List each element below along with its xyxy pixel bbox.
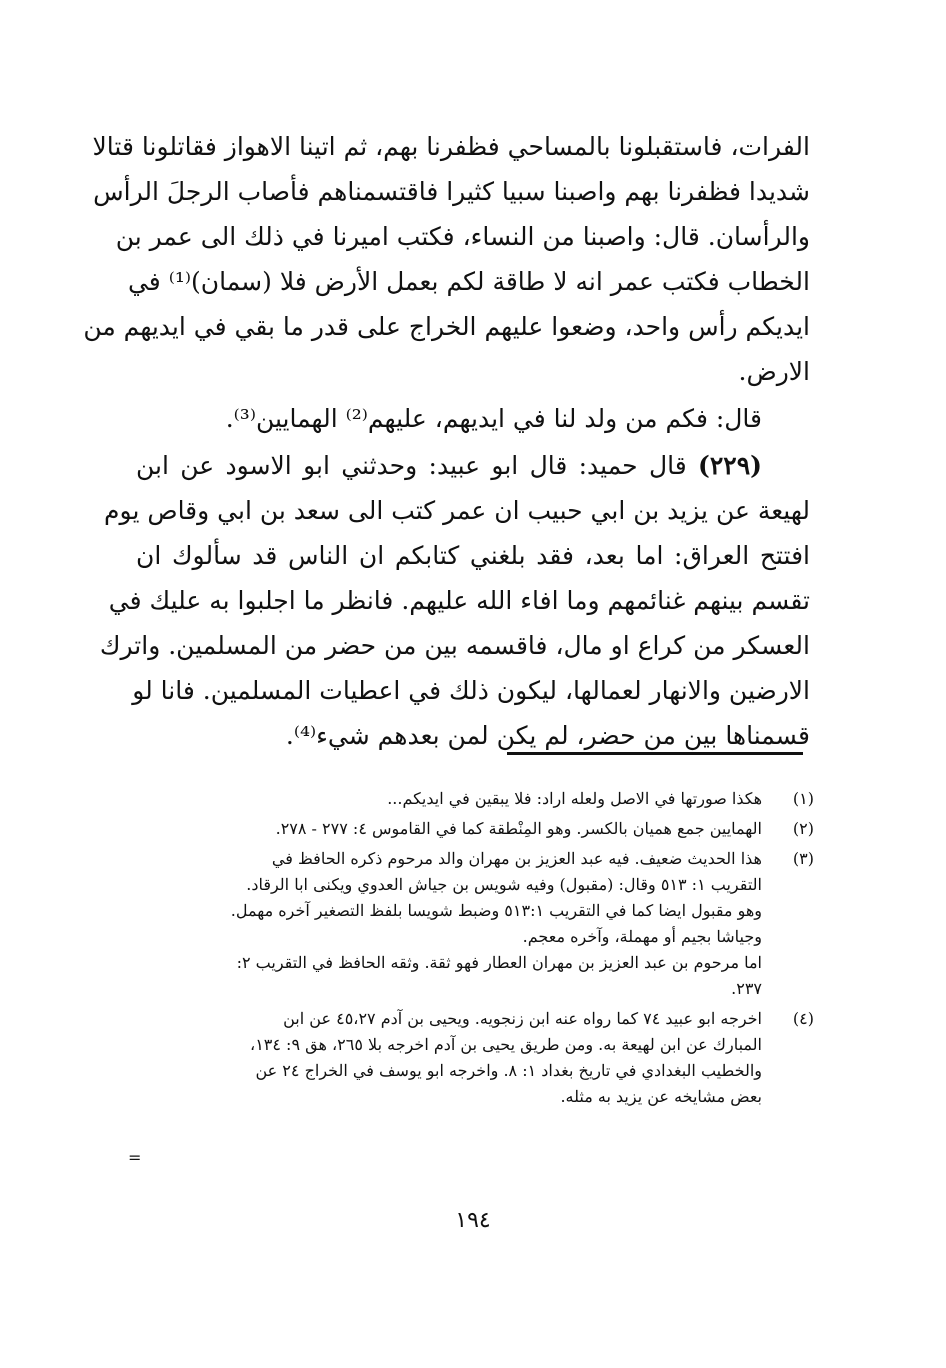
paragraph-2: [136, 396, 810, 441]
footnote-line: وهو مقبول ايضا كما في التقريب ٥١٣:١ وضبط شويسا بلفظ التصغير آخره مهمل.: [230, 901, 762, 920]
text-line: الخطاب فكتب عمر انه لا طاقة لكم بعمل الأرض فلا (سمان)⁽¹⁾ في: [127, 267, 810, 296]
footnote-separator: [507, 752, 803, 755]
footnote-line: ٢٣٧.: [731, 979, 762, 998]
text-line: قال: فكم من ولد لنا في ايديهم، عليهم⁽²⁾ الهمايين⁽³⁾.: [225, 404, 762, 433]
footnote-4: [140, 1006, 814, 1110]
footnote-3: [140, 846, 814, 1002]
text-line: ايديكم رأس واحد، وضعوا عليهم الخراج على قدر ما بقي في ايديهم من: [83, 312, 810, 341]
footnotes: [140, 786, 814, 1114]
paragraph-1: [83, 124, 810, 394]
footnote-number: (٤): [792, 1009, 814, 1028]
text-line: الارضين والانهار لعمالها، ليكون ذلك في اعطيات المسلمين. فانا لو: [132, 676, 810, 705]
text-line: افتتح العراق: اما بعد، فقد بلغني كتابكم ان الناس قد سألوك ان: [136, 541, 810, 570]
text-line: الفرات، فاستقبلونا بالمساحي فظفرنا بهم، ثم اتينا الاهواز فقاتلونا قتالا: [92, 132, 810, 161]
hadith-opening: قال حميد: قال ابو عبيد: وحدثني ابو الاسود عن ابن: [136, 451, 699, 480]
text-line: العسكر من كراع او مال، فاقسمه بين من حضر من المسلمين. واترك: [99, 631, 810, 660]
footnote-body: [140, 816, 762, 842]
footnote-1: [140, 786, 814, 812]
text-line: الارض.: [738, 357, 810, 386]
footnote-line: هذا الحديث ضعيف. فيه عبد العزيز بن مهران والد مرحوم ذكره الحافظ في: [271, 849, 762, 868]
text-line: لهيعة عن يزيد بن ابي حبيب ان عمر كتب الى سعد بن ابي وقاص يوم: [104, 496, 810, 525]
footnote-line: وجياشا بجيم أو مهملة، وآخره معجم.: [522, 927, 762, 946]
text-line: شديدا فظفرنا بهم واصبنا سبيا كثيرا فاقتسمناهم فأصاب الرجلَ الرأس: [93, 177, 810, 206]
footnote-body: [140, 786, 762, 812]
footnote-number: (٢): [792, 819, 814, 838]
footnote-line: الهمايين جمع هميان بالكسر. وهو المِنْطقة كما في القاموس ٤: ٢٧٧ - ٢٧٨.: [275, 819, 762, 838]
footnote-body: [140, 846, 762, 1002]
footnote-line: بعض مشايخه عن يزيد به مثله.: [560, 1087, 762, 1106]
hadith-number: (٢٢٩): [698, 451, 762, 480]
text-line: [136, 443, 810, 488]
footnote-line: اما مرحوم بن عبد العزيز بن مهران العطار فهو ثقة. وثقه الحافظ في التقريب ٢:: [236, 953, 762, 972]
continuation-mark: =: [128, 1148, 142, 1167]
page-number: ١٩٤: [455, 1208, 491, 1233]
footnote-line: والخطيب البغدادي في تاريخ بغداد ١: ٨. واخرجه ابو يوسف في الخراج ٢٤ عن: [255, 1061, 762, 1080]
text-line: تقسم بينهم غنائمهم وما افاء الله عليهم. فانظر ما اجلبوا به عليك في: [108, 586, 810, 615]
footnote-number: (٣): [792, 849, 814, 868]
text-line: قسمناها بين من حضر، لم يكن لمن بعدهم شيء⁽⁴⁾.: [285, 721, 810, 750]
footnote-number: (١): [792, 789, 814, 808]
main-text: [83, 124, 810, 758]
footnote-2: [140, 816, 814, 842]
footnote-line: اخرجه ابو عبيد ٧٤ كما رواه عنه ابن زنجويه. ويحيى بن آدم ٤٥،٢٧ عن ابن: [283, 1009, 762, 1028]
paragraph-229: [99, 443, 810, 758]
text-line: والرأسان. قال: واصبنا من النساء، فكتب اميرنا في ذلك الى عمر بن: [115, 222, 810, 251]
footnote-line: هكذا صورتها في الاصل ولعله اراد: فلا يبقين في ايديكم...: [387, 789, 762, 808]
footnote-line: التقريب ١: ٥١٣ وقال: (مقبول) وفيه شويس بن جياش العدوي ويكنى ابا الرقاد.: [246, 875, 762, 894]
footnote-line: المبارك عن ابن لهيعة به. ومن طريق يحيى بن آدم اخرجه بلا ٢٦٥، هق ٩: ١٣٤،: [250, 1035, 762, 1054]
footnote-body: [140, 1006, 762, 1110]
